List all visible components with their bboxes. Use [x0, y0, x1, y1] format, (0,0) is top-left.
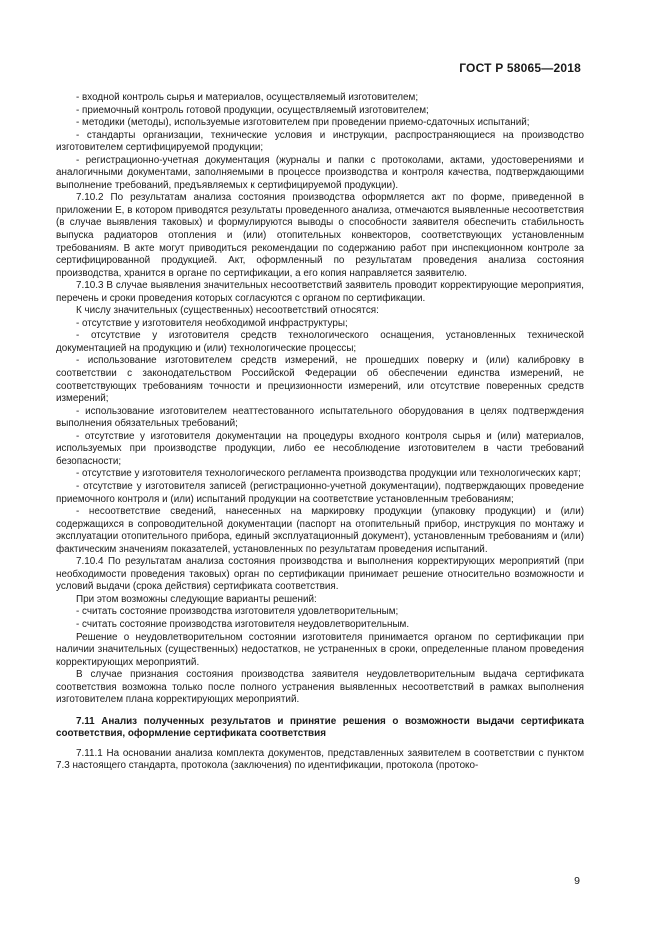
- list-item: - отсутствие у изготовителя необходимой инфраструктуры;: [76, 317, 348, 329]
- list-item: - считать состояние производства изготовителя удовлетворительным;: [76, 606, 399, 618]
- list-item: - отсутствие у изготовителя средств технологического оснащения, установленных технической документацией на продукцию и (или) технологические процессы;: [56, 330, 584, 354]
- list-item: - отсутствие у изготовителя документации на процедуры входного контроля сырья и (или) материалов, используемых при производстве продукции, либо ее несоблюдение изготовителем в части требований безопасности;: [56, 430, 584, 467]
- list-item: - регистрационно-учетная документация (журналы и папки с протоколами, актами, удостоверениями и аналогичными документами, заполняемыми в процессе производства и контроля качества, подтверждающими выполнение требований, предъявляемых к сертифицируемой продукции).: [56, 154, 584, 191]
- list-item: - использование изготовителем средств измерений, не прошедших поверку и (или) калибровку в соответствии с законодательством Российской Федерации об обеспечении единства измерений, не соответствующих требованиям точности и прецизионности измерений, или отсутствие поверенных средств измерений;: [56, 355, 584, 405]
- paragraph: При этом возможны следующие варианты решений:: [76, 593, 317, 605]
- list-item: - входной контроль сырья и материалов, осуществляемый изготовителем;: [76, 92, 419, 103]
- list-item: - стандарты организации, технические условия и инструкции, распространяющиеся на производство изготовителем сертифицируемой продукции;: [56, 129, 584, 154]
- paragraph-7-10-3: 7.10.3 В случае выявления значительных несоответствий заявитель проводит корректирующие мероприятия, перечень и сроки проведения которых согласуются с органом по сертификации.: [56, 280, 584, 304]
- paragraph-7-11-1: 7.11.1 На основании анализа комплекта документов, представленных заявителем в соответствии с пунктом 7.3 настоящего стандарта, протокола (заключения) по идентификации, протокола (протоко-: [56, 747, 584, 772]
- list-item: - методики (методы), используемые изготовителем при проведении приемо-сдаточных испытаний;: [76, 117, 530, 129]
- list-item: - приемочный контроль готовой продукции, осуществляемый изготовителем;: [76, 104, 429, 116]
- section-heading-7-11: 7.11 Анализ полученных результатов и принятие решения о возможности выдачи сертификата соответствия, оформление сертификата соответствия: [56, 715, 584, 740]
- list-item: - отсутствие у изготовителя записей (регистрационно-учетной документации), подтверждающих проведение приемочного контроля и (или) испытаний продукции на соответствие установленным требованиям;: [56, 480, 584, 505]
- list-item: - несоответствие сведений, нанесенных на маркировку продукции (упаковку продукции) и (или) содержащихся в сопроводительной документации (паспорт на отопительный прибор, инструкция по монтажу и эксплуатации отопительного прибора, единый эксплуатационный документ), установленным требованиям и (или) фактическим значениям показателей, установленных по результатам проведения испытаний.: [56, 506, 584, 555]
- paragraph: К числу значительных (существенных) несоответствий относятся:: [76, 305, 379, 317]
- page-number: 9: [574, 875, 580, 887]
- document-body: [56, 92, 584, 773]
- paragraph: Решение о неудовлетворительном состоянии изготовителя принимается органом по сертификации при наличии значительных (существенных) недостатков, не устраненных в сроки, определенные планом проведения корректирующих мероприятий.: [56, 631, 584, 668]
- list-item: - использование изготовителем неаттестованного испытательного оборудования в целях подтверждения выполнения обязательных требований;: [56, 405, 584, 430]
- paragraph-7-10-2: 7.10.2 По результатам анализа состояния производства оформляется акт по форме, приведенной в приложении Е, в котором приводятся результаты проведенного анализа, отмечаются выявленные несоответствия (в случае выявления таковых) и формулируются выводы о способности заявителя обеспечить стабильность выпуска радиаторов отопления и (или) отопительных конвекторов, соответствующих установленным требованиям. В акте могут приводиться рекомендации по содержанию работ при инспекционном контроле за сертифицированной продукцией. Акт, оформленный по результатам проведения анализа состояния производства, хранится в органе по сертификации, а его копия направляется заявителю.: [56, 192, 584, 279]
- list-item: - отсутствие у изготовителя технологического регламента производства продукции или технологических карт;: [76, 468, 581, 480]
- standard-header: ГОСТ Р 58065—2018: [459, 61, 581, 75]
- paragraph-7-10-4: 7.10.4 По результатам анализа состояния производства и выполнения корректирующих мероприятий (при необходимости проведения таковых) орган по сертификации принимает решение относительно возможности и условий выдачи (срока действия) сертификата соответствия.: [56, 556, 584, 593]
- paragraph: В случае признания состояния производства заявителя неудовлетворительным выдача сертификата соответствия возможна только после полного устранения выявленных несоответствий в рамках выполнения изготовителем плана корректирующих мероприятий.: [56, 669, 584, 706]
- list-item: - считать состояние производства изготовителя неудовлетворительным.: [76, 618, 410, 630]
